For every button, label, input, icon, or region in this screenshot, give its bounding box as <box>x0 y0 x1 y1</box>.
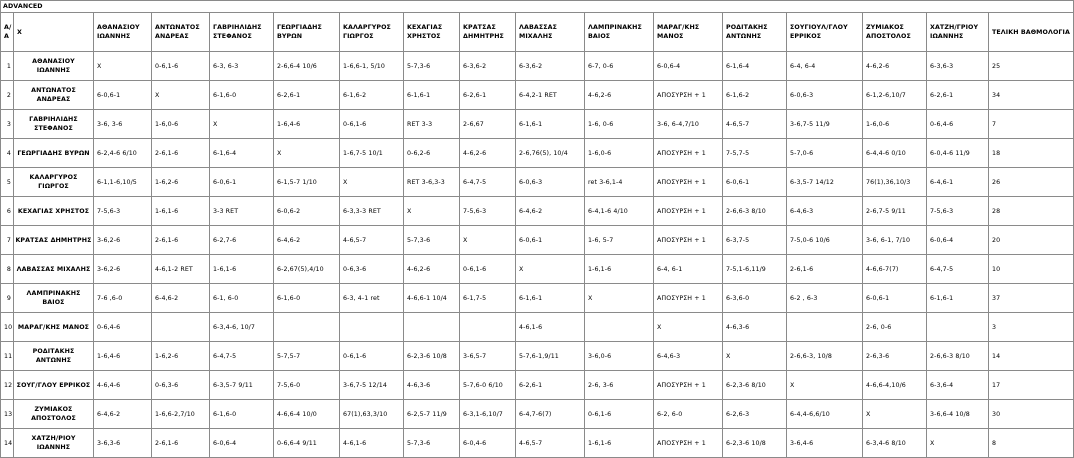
row-number: 10 <box>1 313 14 342</box>
match-result: Χ <box>863 400 927 429</box>
match-result: 1-6,4-6 <box>94 342 152 371</box>
match-result: 0-6,1-6 <box>585 400 654 429</box>
match-result: 6-3,5-7 14/12 <box>787 168 863 197</box>
match-result: 6-2,3-6 8/10 <box>723 371 787 400</box>
player-name: ΑΘΑΝΑΣΙΟΥ ΙΩΑΝΝΗΣ <box>14 52 94 81</box>
player-name: ΛΑΒΑΣΣΑΣ ΜΙΧΑΛΗΣ <box>14 255 94 284</box>
match-result: 4-6,6-1 10/4 <box>404 284 460 313</box>
match-result: 6-3,6-0 <box>723 284 787 313</box>
row-number: 14 <box>1 429 14 458</box>
player-name: ΣΟΥΓ/ΓΛΟΥ ΕΡΡΙΚΟΣ <box>14 371 94 400</box>
total-score: 3 <box>989 313 1074 342</box>
total-score: 14 <box>989 342 1074 371</box>
match-result: 6-1,6-2 <box>340 81 404 110</box>
match-result: 6-4,7-5 <box>927 255 989 284</box>
header-opponent: ΛΑΜΠΡΙΝΑΚΗΣ ΒΑΙΟΣ <box>585 13 654 52</box>
match-result: 6-1,7-5 <box>460 284 516 313</box>
match-result: 6-0,6-3 <box>787 81 863 110</box>
match-result: 0-6,1-6 <box>340 110 404 139</box>
header-opponent: ΑΘΑΝΑΣΙΟΥ ΙΩΑΝΝΗΣ <box>94 13 152 52</box>
match-result: 1-6,1-6 <box>585 255 654 284</box>
match-result: ΑΠΟΣΥΡΣΗ + 1 <box>654 429 723 458</box>
match-result: 5-7,6-1,9/11 <box>516 342 585 371</box>
player-name: ΧΑΤΖΗ/ΡΙΟΥ ΙΩΑΝΝΗΣ <box>14 429 94 458</box>
match-result: 0-6,3-6 <box>340 255 404 284</box>
table-row <box>1 168 1074 197</box>
match-result: 6-0,6-4 <box>654 52 723 81</box>
match-result: 1-6,6-2,7/10 <box>152 400 210 429</box>
row-number: 4 <box>1 139 14 168</box>
match-result: 6-1,1-6,10/5 <box>94 168 152 197</box>
player-name: ΚΑΛΑΡΓΥΡΟΣ ΓΙΩΡΓΟΣ <box>14 168 94 197</box>
match-result: 6-2,6-1 <box>927 81 989 110</box>
header-opponent: ΚΕΧΑΓΙΑΣ ΧΡΗΣΤΟΣ <box>404 13 460 52</box>
match-result: 0-6,1-6 <box>340 342 404 371</box>
match-result: 6-2,5-7 11/9 <box>404 400 460 429</box>
player-name: ΜΑΡΑΓ/ΚΗΣ ΜΑΝΟΣ <box>14 313 94 342</box>
match-result: 2-6,1-6 <box>152 429 210 458</box>
match-result: 2-6,6-3 8/10 <box>723 197 787 226</box>
match-result: 6-1,5-7 1/10 <box>274 168 340 197</box>
row-number: 13 <box>1 400 14 429</box>
match-result: 6-3,5-7 9/11 <box>210 371 274 400</box>
match-result: 2-6,1-6 <box>787 255 863 284</box>
match-result: 6-3, 6-3 <box>210 52 274 81</box>
match-result <box>787 313 863 342</box>
match-result: 1-6, 5-7 <box>585 226 654 255</box>
match-result: ΑΠΟΣΥΡΣΗ + 1 <box>654 168 723 197</box>
match-result: Χ <box>274 139 340 168</box>
match-result: 7-5,6-3 <box>460 197 516 226</box>
match-result: 6-1,6-1 <box>404 81 460 110</box>
total-score: 25 <box>989 52 1074 81</box>
match-result: 6-4,6-2 <box>516 197 585 226</box>
match-result: 1-6,2-6 <box>152 168 210 197</box>
match-result: 6-4,6-1 <box>927 168 989 197</box>
match-result: 4-6,5-7 <box>340 226 404 255</box>
match-result: 6-4,4-6 0/10 <box>863 139 927 168</box>
match-result: 6-2 , 6-3 <box>787 284 863 313</box>
match-result: 6-0,4-6 11/9 <box>927 139 989 168</box>
match-result: 7-5,1-6,11/9 <box>723 255 787 284</box>
match-result: 4-6,2-6 <box>863 52 927 81</box>
match-result: 4-6,2-6 <box>585 81 654 110</box>
player-name: ΓΕΩΡΓΙΑΔΗΣ ΒΥΡΩΝ <box>14 139 94 168</box>
match-result: 2-6,6-3 8/10 <box>927 342 989 371</box>
match-result: 4-6,5-7 <box>723 110 787 139</box>
match-result: 3-6, 3-6 <box>94 110 152 139</box>
match-result: 6-1,6-2 <box>723 81 787 110</box>
match-result: ΑΠΟΣΥΡΣΗ + 1 <box>654 139 723 168</box>
header-opponent: ΣΟΥΓΙΟΥΛ/ΓΛΟΥ ΕΡΡΙΚΟΣ <box>787 13 863 52</box>
match-result: 6-4,6-2 <box>274 226 340 255</box>
match-result: 3-6, 6-1, 7/10 <box>863 226 927 255</box>
header-opponent: ΖΥΜΙΑΚΟΣ ΑΠΟΣΤΟΛΟΣ <box>863 13 927 52</box>
match-result: 4-6,2-6 <box>404 255 460 284</box>
match-result: 5-7,3-6 <box>404 52 460 81</box>
match-result: Χ <box>927 429 989 458</box>
header-aa: Α/Α <box>1 13 14 52</box>
match-result: 2-6,3-6 <box>863 342 927 371</box>
match-result: 4-6,3-6 <box>404 371 460 400</box>
match-result: 3-6,2-6 <box>94 255 152 284</box>
match-result: 0-6,1-6 <box>460 255 516 284</box>
match-result: 3-6, 6-4,7/10 <box>654 110 723 139</box>
match-result <box>274 313 340 342</box>
total-score: 8 <box>989 429 1074 458</box>
match-result: 6-0,6-1 <box>516 226 585 255</box>
match-result: 2-6,7-5 9/11 <box>863 197 927 226</box>
match-result: 1-6,0-6 <box>585 139 654 168</box>
match-result: 7-5,7-5 <box>723 139 787 168</box>
match-result: 6-1,6-1 <box>516 284 585 313</box>
match-result: ΑΠΟΣΥΡΣΗ + 1 <box>654 81 723 110</box>
header-opponent: ΓΑΒΡΙΗΛΙΔΗΣ ΣΤΕΦΑΝΟΣ <box>210 13 274 52</box>
match-result: 1-6,1-6 <box>585 429 654 458</box>
match-result: ΑΠΟΣΥΡΣΗ + 1 <box>654 226 723 255</box>
header-opponent: ΧΑΤΖΗ/ΓΡΙΟΥ ΙΩΑΝΝΗΣ <box>927 13 989 52</box>
match-result: 7-5,6-3 <box>927 197 989 226</box>
match-result: ret 3-6,1-4 <box>585 168 654 197</box>
match-result: 3-6,0-6 <box>585 342 654 371</box>
table-row <box>1 371 1074 400</box>
match-result: 6-1,2-6,10/7 <box>863 81 927 110</box>
header-row <box>1 13 1074 52</box>
total-score: 34 <box>989 81 1074 110</box>
match-result: 0-6,1-6 <box>152 52 210 81</box>
match-result: 6-1,6-4 <box>723 52 787 81</box>
match-result: 6-4,2-1 RET <box>516 81 585 110</box>
match-result: RET 3-3 <box>404 110 460 139</box>
match-result: 6-1,6-1 <box>927 284 989 313</box>
match-result: 6-4,6-2 <box>152 284 210 313</box>
match-result: Χ <box>404 197 460 226</box>
match-result: 6-3,4-6 8/10 <box>863 429 927 458</box>
match-result: 6-4,7-5 <box>210 342 274 371</box>
match-result: 6-3,6-4 <box>927 371 989 400</box>
table-row <box>1 52 1074 81</box>
player-name: ΚΕΧΑΓΙΑΣ ΧΡΗΣΤΟΣ <box>14 197 94 226</box>
player-name: ΑΝΤΩΝΑΤΟΣ ΑΝΔΡΕΑΣ <box>14 81 94 110</box>
match-result: Χ <box>460 226 516 255</box>
player-name: ΚΡΑΤΣΑΣ ΔΗΜΗΤΡΗΣ <box>14 226 94 255</box>
match-result: 5-7,5-7 <box>274 342 340 371</box>
match-result: 2-6,6-4 10/6 <box>274 52 340 81</box>
match-result: 6-3,4-6, 10/7 <box>210 313 274 342</box>
match-result: RET 3-6,3-3 <box>404 168 460 197</box>
match-result: 6-3,1-6,10/7 <box>460 400 516 429</box>
match-result: 6-3,6-2 <box>516 52 585 81</box>
match-result: 2-6,76(5), 10/4 <box>516 139 585 168</box>
header-opponent: ΚΡΑΤΣΑΣ ΔΗΜΗΤΡΗΣ <box>460 13 516 52</box>
total-score: 7 <box>989 110 1074 139</box>
title-row <box>1 1 1074 13</box>
total-score: 18 <box>989 139 1074 168</box>
match-result: 76(1),36,10/3 <box>863 168 927 197</box>
header-opponent: ΓΕΩΡΓΙΑΔΗΣ ΒΥΡΩΝ <box>274 13 340 52</box>
match-result: 4-6,1-6 <box>340 429 404 458</box>
row-number: 2 <box>1 81 14 110</box>
match-result: 4-6,6-7(7) <box>863 255 927 284</box>
match-result: 5-7,3-6 <box>404 429 460 458</box>
player-name: ΡΟΔΙΤΑΚΗΣ ΑΝΤΩΝΗΣ <box>14 342 94 371</box>
match-result: 6-0,6-3 <box>516 168 585 197</box>
match-result <box>460 313 516 342</box>
match-result: 6-2,3-6 10/8 <box>404 342 460 371</box>
match-result: Χ <box>210 110 274 139</box>
match-result: 7-5,6-0 <box>274 371 340 400</box>
match-result: 4-6,3-6 <box>723 313 787 342</box>
match-result: 1-6,7-5 10/1 <box>340 139 404 168</box>
match-result: 6-4,6-3 <box>787 197 863 226</box>
total-score: 30 <box>989 400 1074 429</box>
match-result: 6-0,6-4 <box>210 429 274 458</box>
row-number: 11 <box>1 342 14 371</box>
match-result: 4-6,4-6 <box>94 371 152 400</box>
match-result: 2-6,1-6 <box>152 226 210 255</box>
total-score: 28 <box>989 197 1074 226</box>
match-result: 6-2,6-1 <box>516 371 585 400</box>
match-result: 1-6,2-6 <box>152 342 210 371</box>
table-row <box>1 342 1074 371</box>
match-result: 6-3,6-2 <box>460 52 516 81</box>
match-result: 4-6,5-7 <box>516 429 585 458</box>
match-result: 1-6,0-6 <box>152 110 210 139</box>
match-result: 6-4,6-2 <box>94 400 152 429</box>
match-result: 1-6, 0-6 <box>585 110 654 139</box>
table-row <box>1 255 1074 284</box>
match-result: 2-6, 3-6 <box>585 371 654 400</box>
match-result: Χ <box>787 371 863 400</box>
match-result: 0-6,3-6 <box>152 371 210 400</box>
match-result: 3-6,7-5 11/9 <box>787 110 863 139</box>
match-result: 7-6 ,6-0 <box>94 284 152 313</box>
total-score: 37 <box>989 284 1074 313</box>
table-row <box>1 284 1074 313</box>
match-result: 4-6,1-6 <box>516 313 585 342</box>
match-result: 6-0,6-4 <box>927 226 989 255</box>
match-result: 6-4,1-6 4/10 <box>585 197 654 226</box>
match-result: 6-2, 6-0 <box>654 400 723 429</box>
match-result: Χ <box>516 255 585 284</box>
match-result: 6-1,6-0 <box>210 81 274 110</box>
match-result: 6-1, 6-0 <box>210 284 274 313</box>
match-result: 6-3, 4-1 ret <box>340 284 404 313</box>
match-result: 3-6,3-6 <box>94 429 152 458</box>
match-result: 6-0,6-2 <box>274 197 340 226</box>
total-score: 17 <box>989 371 1074 400</box>
match-result: 3-6,7-5 12/14 <box>340 371 404 400</box>
table-row <box>1 429 1074 458</box>
table-row <box>1 81 1074 110</box>
match-result: 6-2,6-1 <box>274 81 340 110</box>
row-number: 7 <box>1 226 14 255</box>
match-result: 6-2,6-3 <box>723 400 787 429</box>
match-result: 7-5,6-3 <box>94 197 152 226</box>
match-result: 0-6,4-6 <box>94 313 152 342</box>
match-result: 1-6,6-1, 5/10 <box>340 52 404 81</box>
player-name: ΖΥΜΙΑΚΟΣ ΑΠΟΣΤΟΛΟΣ <box>14 400 94 429</box>
match-result: 6-4,7-6(7) <box>516 400 585 429</box>
match-result: ΑΠΟΣΥΡΣΗ + 1 <box>654 197 723 226</box>
match-result: 6-2,7-6 <box>210 226 274 255</box>
match-result: Χ <box>723 342 787 371</box>
row-number: 8 <box>1 255 14 284</box>
match-result: 6-0,6-1 <box>723 168 787 197</box>
total-score: 26 <box>989 168 1074 197</box>
match-result: 3-6,6-4 10/8 <box>927 400 989 429</box>
match-result: 6-4, 6-1 <box>654 255 723 284</box>
row-number: 5 <box>1 168 14 197</box>
match-result <box>152 313 210 342</box>
match-result: ΑΠΟΣΥΡΣΗ + 1 <box>654 284 723 313</box>
header-opponent: ΚΑΛΑΡΓΥΡΟΣ ΓΙΩΡΓΟΣ <box>340 13 404 52</box>
match-result: Χ <box>152 81 210 110</box>
match-result: 5-7,0-6 <box>787 139 863 168</box>
match-result: 2-6,67 <box>460 110 516 139</box>
header-total: ΤΕΛΙΚΗ ΒΑΘΜΟΛΟΓΙΑ <box>989 13 1074 52</box>
table-row <box>1 197 1074 226</box>
match-result: 6-7, 0-6 <box>585 52 654 81</box>
match-result: 6-2,6-1 <box>460 81 516 110</box>
match-result <box>585 313 654 342</box>
row-number: 6 <box>1 197 14 226</box>
header-opponent: ΑΝΤΩΝΑΤΟΣ ΑΝΔΡΕΑΣ <box>152 13 210 52</box>
header-opponent: ΜΑΡΑΓ/ΚΗΣ ΜΑΝΟΣ <box>654 13 723 52</box>
match-result: 3-6,5-7 <box>460 342 516 371</box>
match-result: 6-3,6-3 <box>927 52 989 81</box>
match-result: 3-3 RET <box>210 197 274 226</box>
match-result: ΑΠΟΣΥΡΣΗ + 1 <box>654 371 723 400</box>
player-name: ΓΑΒΡΙΗΛΙΔΗΣ ΣΤΕΦΑΝΟΣ <box>14 110 94 139</box>
match-result: Χ <box>654 313 723 342</box>
match-result: 6-1,6-4 <box>210 139 274 168</box>
match-result: 3-6,2-6 <box>94 226 152 255</box>
match-result: 4-6,6-4,10/6 <box>863 371 927 400</box>
row-number: 3 <box>1 110 14 139</box>
match-result <box>340 313 404 342</box>
match-result: Χ <box>94 52 152 81</box>
row-number: 1 <box>1 52 14 81</box>
match-result: 6-1,6-1 <box>516 110 585 139</box>
player-name: ΛΑΜΠΡΙΝΑΚΗΣ ΒΑΙΟΣ <box>14 284 94 313</box>
match-result: 5-7,6-0 6/10 <box>460 371 516 400</box>
match-result: 5-7,3-6 <box>404 226 460 255</box>
table-row <box>1 139 1074 168</box>
match-result: 6-0,6-1 <box>210 168 274 197</box>
match-result: 4-6,6-4 10/0 <box>274 400 340 429</box>
match-result: 6-1,6-0 <box>274 284 340 313</box>
header-x: Χ <box>14 13 94 52</box>
match-result: 6-2,4-6 6/10 <box>94 139 152 168</box>
match-result: 6-4,6-3 <box>654 342 723 371</box>
match-result: 0-6,4-6 <box>927 110 989 139</box>
match-result: 0-6,6-4 9/11 <box>274 429 340 458</box>
match-result: 4-6,2-6 <box>460 139 516 168</box>
match-result: 6-0,4-6 <box>460 429 516 458</box>
match-result: 6-3,7-5 <box>723 226 787 255</box>
header-opponent: ΛΑΒΑΣΣΑΣ ΜΙΧΑΛΗΣ <box>516 13 585 52</box>
match-result: 1-6,1-6 <box>210 255 274 284</box>
match-result: 6-4,7-5 <box>460 168 516 197</box>
match-result: 6-4,4-6,6/10 <box>787 400 863 429</box>
row-number: 9 <box>1 284 14 313</box>
total-score: 10 <box>989 255 1074 284</box>
table-row <box>1 313 1074 342</box>
match-result: 1-6,1-6 <box>152 197 210 226</box>
match-result: 2-6,6-3, 10/8 <box>787 342 863 371</box>
match-result: 6-0,6-1 <box>863 284 927 313</box>
match-result: Χ <box>340 168 404 197</box>
match-result: 4-6,1-2 RET <box>152 255 210 284</box>
match-result <box>927 313 989 342</box>
match-result: 6-2,3-6 10/8 <box>723 429 787 458</box>
match-result: 6-3,3-3 RET <box>340 197 404 226</box>
header-opponent: ΡΟΔΙΤΑΚΗΣ ΑΝΤΩΝΗΣ <box>723 13 787 52</box>
match-result: 1-6,0-6 <box>863 110 927 139</box>
match-result: 2-6, 0-6 <box>863 313 927 342</box>
match-result: 6-2,67(5),4/10 <box>274 255 340 284</box>
match-result: 67(1),63,3/10 <box>340 400 404 429</box>
match-result: 0-6,2-6 <box>404 139 460 168</box>
table-row <box>1 226 1074 255</box>
match-result <box>404 313 460 342</box>
table-row <box>1 110 1074 139</box>
match-result: 6-1,6-0 <box>210 400 274 429</box>
match-result: 6-0,6-1 <box>94 81 152 110</box>
table-row <box>1 400 1074 429</box>
total-score: 20 <box>989 226 1074 255</box>
match-result: 7-5,0-6 10/6 <box>787 226 863 255</box>
match-result: 6-4, 6-4 <box>787 52 863 81</box>
match-result: 3-6,4-6 <box>787 429 863 458</box>
row-number: 12 <box>1 371 14 400</box>
table-title: ADVANCED <box>1 1 1074 13</box>
match-result: 2-6,1-6 <box>152 139 210 168</box>
match-result: Χ <box>585 284 654 313</box>
match-result: 1-6,4-6 <box>274 110 340 139</box>
